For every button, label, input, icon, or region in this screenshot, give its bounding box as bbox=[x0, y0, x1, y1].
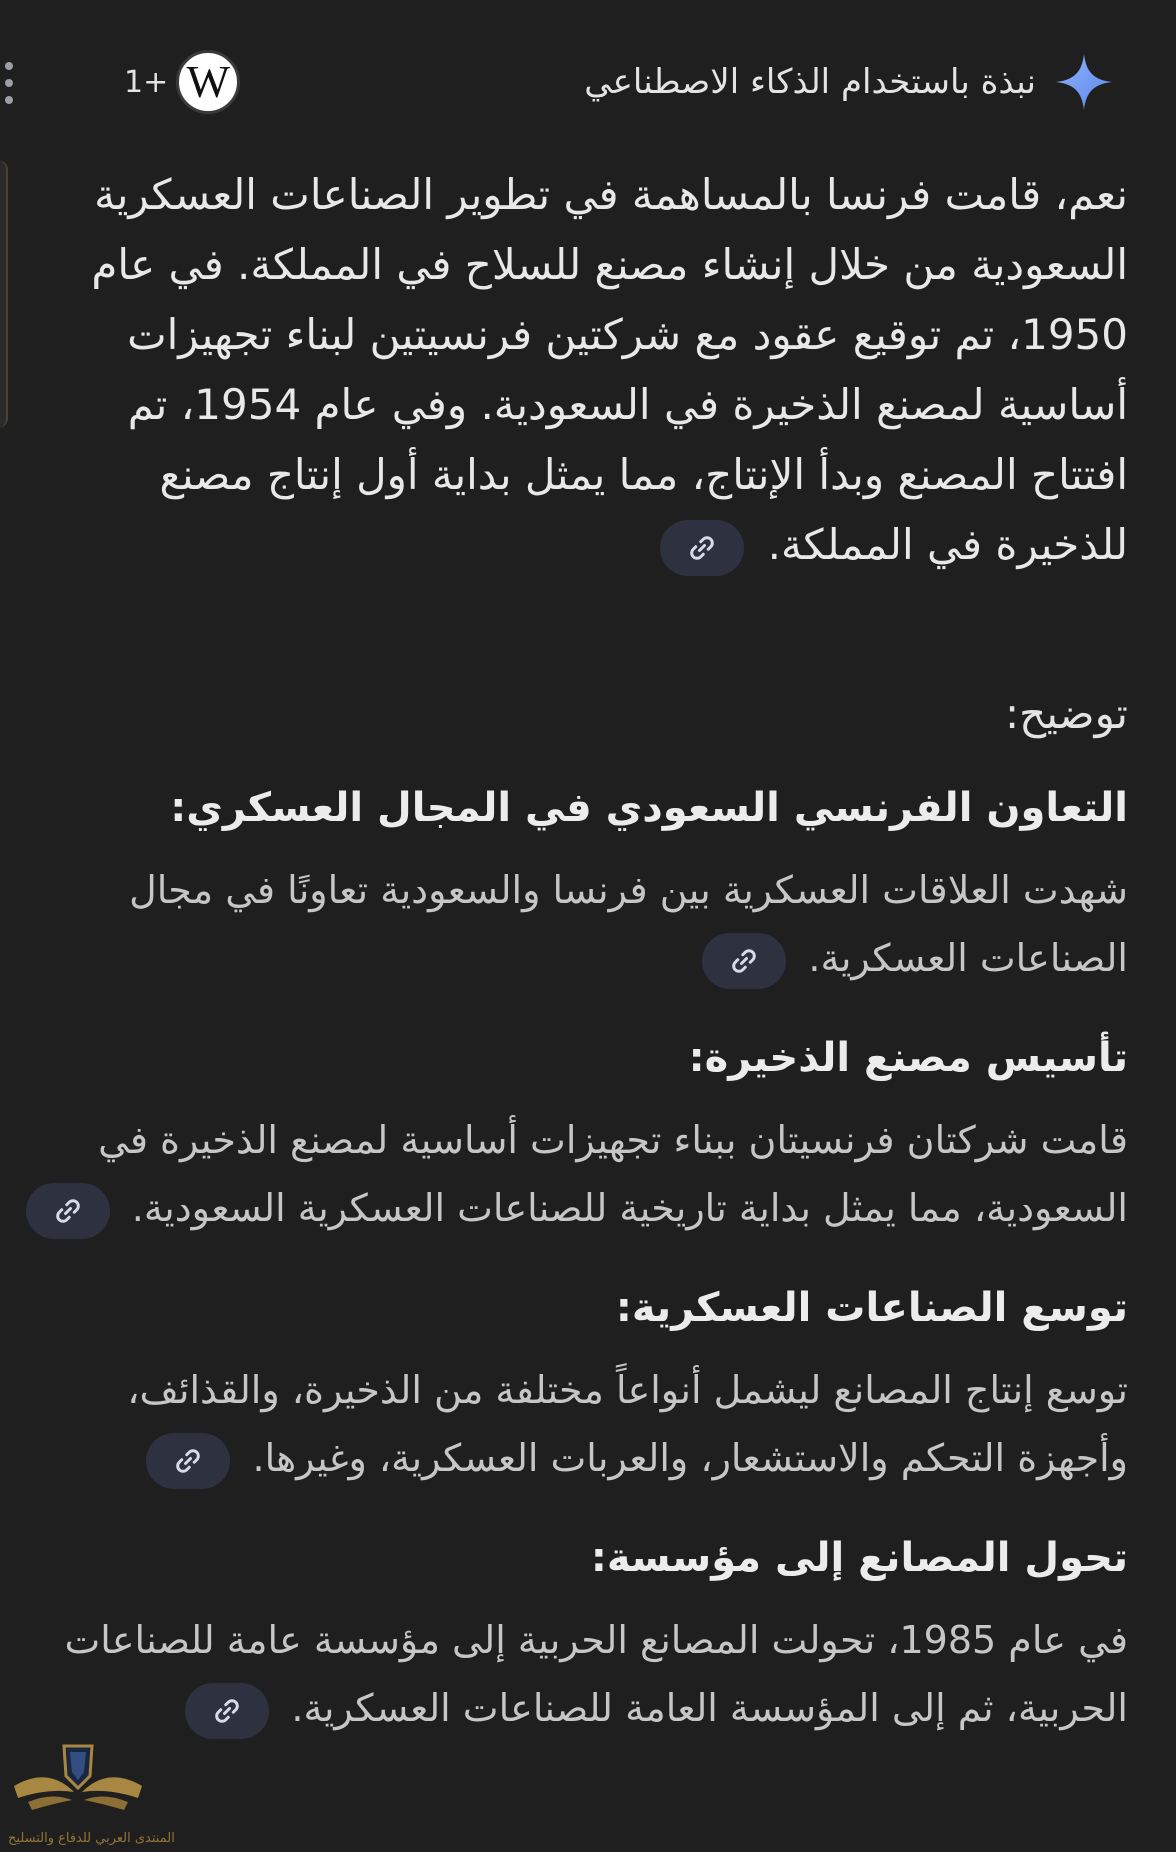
link-icon bbox=[212, 1696, 242, 1726]
source-link-button[interactable] bbox=[146, 1433, 230, 1489]
forum-watermark bbox=[8, 1736, 175, 1848]
section-body bbox=[18, 856, 1128, 992]
ai-overview-content bbox=[18, 160, 1128, 1742]
section-cooperation bbox=[18, 780, 1128, 992]
section-institution bbox=[18, 1530, 1128, 1742]
link-icon bbox=[729, 946, 759, 976]
ai-overview-title-group bbox=[584, 50, 1114, 114]
link-icon bbox=[687, 533, 717, 563]
link-icon bbox=[173, 1446, 203, 1476]
section-title: تأسيس مصنع الذخيرة: bbox=[688, 1035, 1128, 1081]
section-ammunition-factory bbox=[18, 1030, 1128, 1242]
ai-sparkle-icon bbox=[1054, 52, 1114, 112]
section-body bbox=[18, 1106, 1128, 1242]
section-body-text: قامت شركتان فرنسيتان ببناء تجهيزات أساسية لمصنع الذخيرة في السعودية، مما يمثل بداية تاريخية للصناعات العسكرية السعودية. bbox=[98, 1118, 1128, 1230]
section-body bbox=[18, 1356, 1128, 1492]
section-body-text: في عام 1985، تحولت المصانع الحربية إلى مؤسسة عامة للصناعات الحربية، ثم إلى المؤسسة العامة للصناعات العسكرية. bbox=[64, 1618, 1128, 1730]
section-body bbox=[18, 1606, 1128, 1742]
explanation-heading: توضيح: bbox=[1005, 689, 1128, 738]
wikipedia-icon: W bbox=[176, 50, 240, 114]
section-body-text: شهدت العلاقات العسكرية بين فرنسا والسعودية تعاونًا في مجال الصناعات العسكرية. bbox=[129, 868, 1128, 980]
section-body-text: توسع إنتاج المصانع ليشمل أنواعاً مختلفة من الذخيرة، والقذائف، وأجهزة التحكم والاستشعار، والعربات العسكرية، وغيرها. bbox=[127, 1368, 1128, 1480]
lead-paragraph bbox=[18, 160, 1128, 580]
source-link-button[interactable] bbox=[660, 520, 744, 576]
sources-count: 1+ bbox=[124, 64, 169, 100]
section-expansion bbox=[18, 1280, 1128, 1492]
source-link-button[interactable] bbox=[185, 1683, 269, 1739]
lead-text: نعم، قامت فرنسا بالمساهمة في تطوير الصناعات العسكرية السعودية من خلال إنشاء مصنع للسلاح في المملكة. في عام 1950، تم توقيع عقود مع شركتين فرنسيتين لبناء تجهيزات أساسية لمصنع الذخيرة في السعودية. وفي عام 1954، تم افتتاح المصنع وبدأ الإنتاج، مما يمثل بداية أول إنتاج مصنع للذخيرة في المملكة. bbox=[91, 170, 1128, 569]
section-title: توسع الصناعات العسكرية: bbox=[615, 1285, 1128, 1331]
source-link-button[interactable] bbox=[702, 933, 786, 989]
ai-overview-header bbox=[0, 44, 1176, 120]
watermark-text: المنتدى العربي للدفاع والتسليح bbox=[8, 1831, 175, 1846]
more-options-icon[interactable] bbox=[2, 62, 16, 104]
sources-button[interactable] bbox=[124, 46, 240, 118]
source-link-button[interactable] bbox=[26, 1183, 110, 1239]
link-icon bbox=[53, 1196, 83, 1226]
edge-panel bbox=[0, 160, 8, 428]
eagle-shield-logo bbox=[8, 1736, 148, 1826]
section-title: التعاون الفرنسي السعودي في المجال العسكري: bbox=[170, 785, 1128, 831]
ai-overview-title: نبذة باستخدام الذكاء الاصطناعي bbox=[584, 62, 1036, 102]
section-title: تحول المصانع إلى مؤسسة: bbox=[590, 1535, 1128, 1581]
